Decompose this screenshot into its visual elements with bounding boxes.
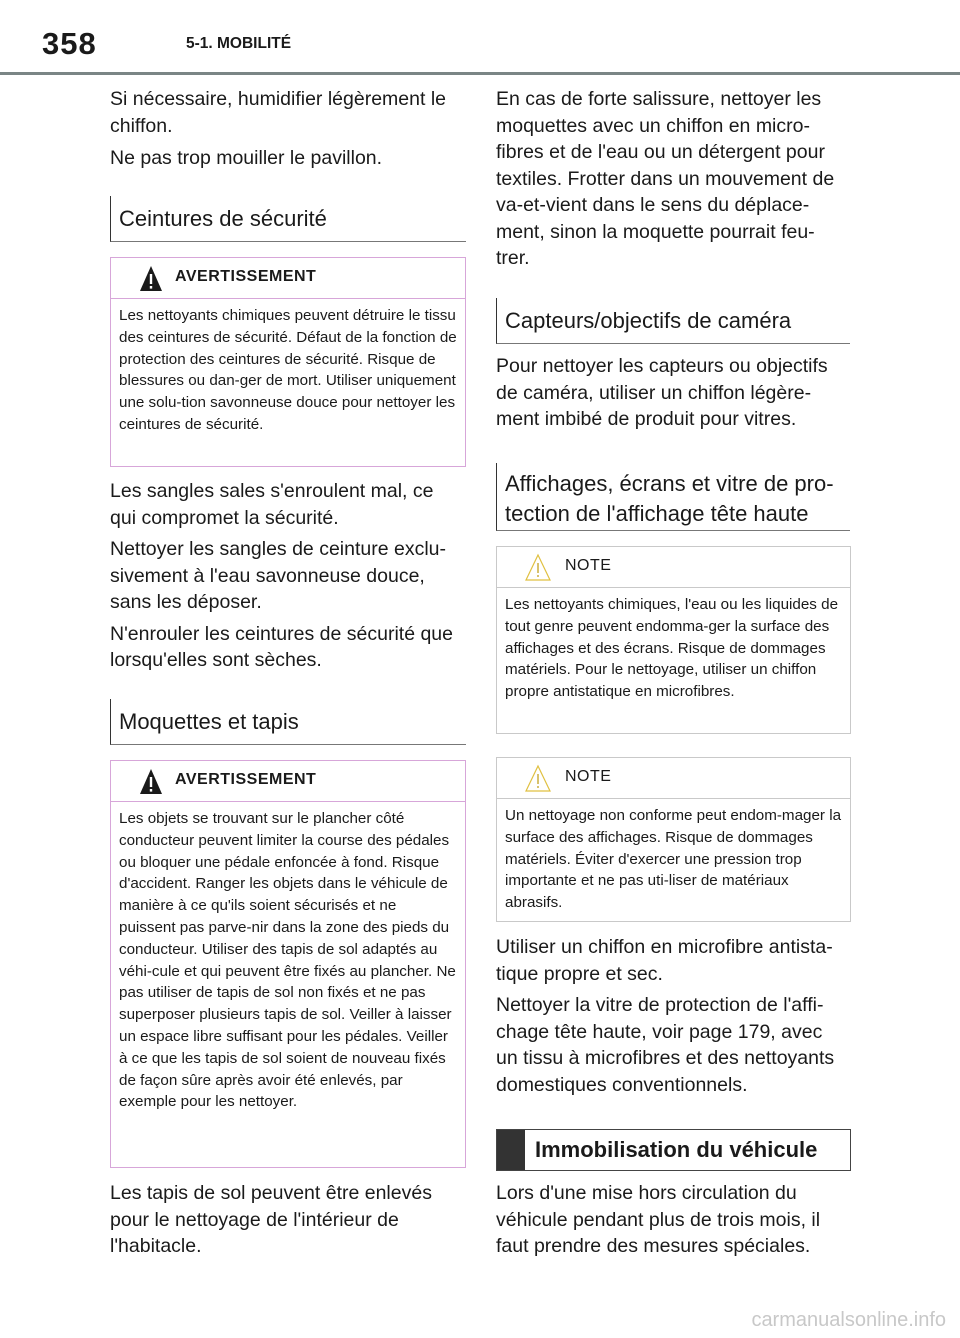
paragraph-pavillon: Ne pas trop mouiller le pavillon. (110, 147, 383, 169)
paragraph-straps-dry: N'enrouler les ceintures de sécurité que lorsqu'elles sont sèches. (110, 622, 453, 671)
note-header (497, 547, 850, 588)
heading-seatbelts (110, 196, 466, 242)
paragraph-hud-glass: Nettoyer la vitre de protection de l'affi-chage tête haute, voir page 179, avec un tissu à microfibres et des nettoyants domestiques conventionnels. (496, 994, 835, 1096)
paragraph-sensors: Pour nettoyer les capteurs ou objectifs de caméra, utiliser un chiffon légère-ment imbibé de produit pour vitres. (496, 355, 828, 430)
note-title: NOTE (565, 768, 612, 785)
left-column (110, 86, 470, 172)
warning-box-seatbelts (110, 257, 466, 467)
caution-triangle-icon (525, 764, 551, 792)
note-title: NOTE (565, 557, 612, 574)
note-box-abrasive (496, 757, 851, 922)
heading-displays-text: Affichages, écrans et vitre de pro-tection de l'affichage tête haute (505, 471, 834, 526)
paragraph-mats-removable: Les tapis de sol peuvent être enlevés pour le nettoyage de l'intérieur de l'habitacle. (110, 1182, 432, 1257)
warning-body: Les nettoyants chimiques peuvent détruire le tissu des ceintures de sécurité. Défaut de la fonction de protection des ceintures de sécurité. Risque de blessures ou dan-ger de mort. Utiliser uniquement une solu-tion savonneuse douce pour nettoyer les ceintures de sécurité. (119, 307, 457, 433)
note-body: Les nettoyants chimiques, l'eau ou les liquides de tout genre peuvent endomma-ger la surface des affichages et des écrans. Risque de dommages matériels. Pour le nettoyage, utiliser un chiffon propre antistatique en microfibres. (505, 596, 839, 701)
note-box-displays (496, 546, 851, 734)
right-column-bottom (496, 1180, 848, 1260)
paragraph-microfiber: Utiliser un chiffon en microfibre antista-tique propre et sec. (496, 936, 833, 985)
warning-triangle-icon (139, 264, 163, 292)
warning-triangle-icon (139, 767, 163, 795)
right-column-top (496, 86, 848, 272)
note-body: Un nettoyage non conforme peut endom-mager la surface des affichages. Risque de dommages matériels. Éviter d'exercer une pression trop importante et ne pas uti-liser de matériaux abrasifs. (505, 807, 842, 912)
paragraph-humidify: Si nécessaire, humidifier légèrement le chiffon. (110, 88, 446, 137)
section-title: 5-1. MOBILITÉ (186, 35, 292, 52)
heading-sensors-text: Capteurs/objectifs de caméra (505, 307, 792, 333)
caution-triangle-icon (525, 553, 551, 581)
warning-header (111, 258, 465, 299)
heading-displays (496, 463, 850, 531)
right-column-cleaning (496, 934, 848, 1098)
paragraph-immobilization: Lors d'une mise hors circulation du véhicule pendant plus de trois mois, il faut prendre des mesures spéciales. (496, 1182, 821, 1257)
heading-carpets (110, 699, 466, 745)
warning-box-carpets (110, 760, 466, 1168)
paragraph-heavy-dirt: En cas de forte salissure, nettoyer les moquettes avec un chiffon en micro-fibres et de l'eau ou un détergent pour textiles. Frotter dans un mouvement de va-et-vient dans le sens du déplace-ment, sinon la moquette pourrait feu-trer. (496, 88, 835, 269)
warning-title: AVERTISSEMENT (175, 268, 317, 285)
left-column-bottom (110, 1180, 456, 1260)
heading-carpets-text: Moquettes et tapis (119, 708, 299, 734)
warning-title: AVERTISSEMENT (175, 771, 317, 788)
heading-immobilization (496, 1129, 851, 1171)
heading-sensors (496, 298, 850, 344)
warning-body: Les objets se trouvant sur le plancher côté conducteur peuvent limiter la course des pédales ou bloquer une pédale enfoncée à fond. Risque d'accident. Ranger les objets dans le véhicule de manière à ce qu'ils soient sécurisés et ne puissent pas parve-nir dans la zone des pieds du conducteur. Utiliser des tapis de sol adaptés au véhi-cule et qui peuvent être fixés au plancher. Ne pas utiliser de tapis de sol non fixés et ne pas superposer plusieurs tapis de sol. Veiller à laisser un espace libre suffisant pour les pédales. Veiller à ce que les tapis de sol soient de nouveau fixés de façon sûre après avoir été enlevés, par exemple pour les nettoyer. (119, 810, 456, 1111)
page-number: 358 (42, 26, 97, 61)
left-column-mid (110, 478, 460, 674)
warning-header (111, 761, 465, 802)
heading-immobilization-text: Immobilisation du véhicule (535, 1137, 818, 1162)
header-divider (0, 72, 960, 75)
paragraph-straps-dirty: Les sangles sales s'enroulent mal, ce qui compromet la sécurité. (110, 480, 434, 529)
heading-marker (497, 1130, 525, 1170)
right-column-sensors (496, 353, 848, 433)
heading-seatbelts-text: Ceintures de sécurité (119, 205, 327, 231)
note-header (497, 758, 850, 799)
paragraph-straps-clean: Nettoyer les sangles de ceinture exclu-sivement à l'eau savonneuse douce, sans les déposer. (110, 538, 447, 613)
watermark: carmanualsonline.info (751, 1309, 946, 1331)
